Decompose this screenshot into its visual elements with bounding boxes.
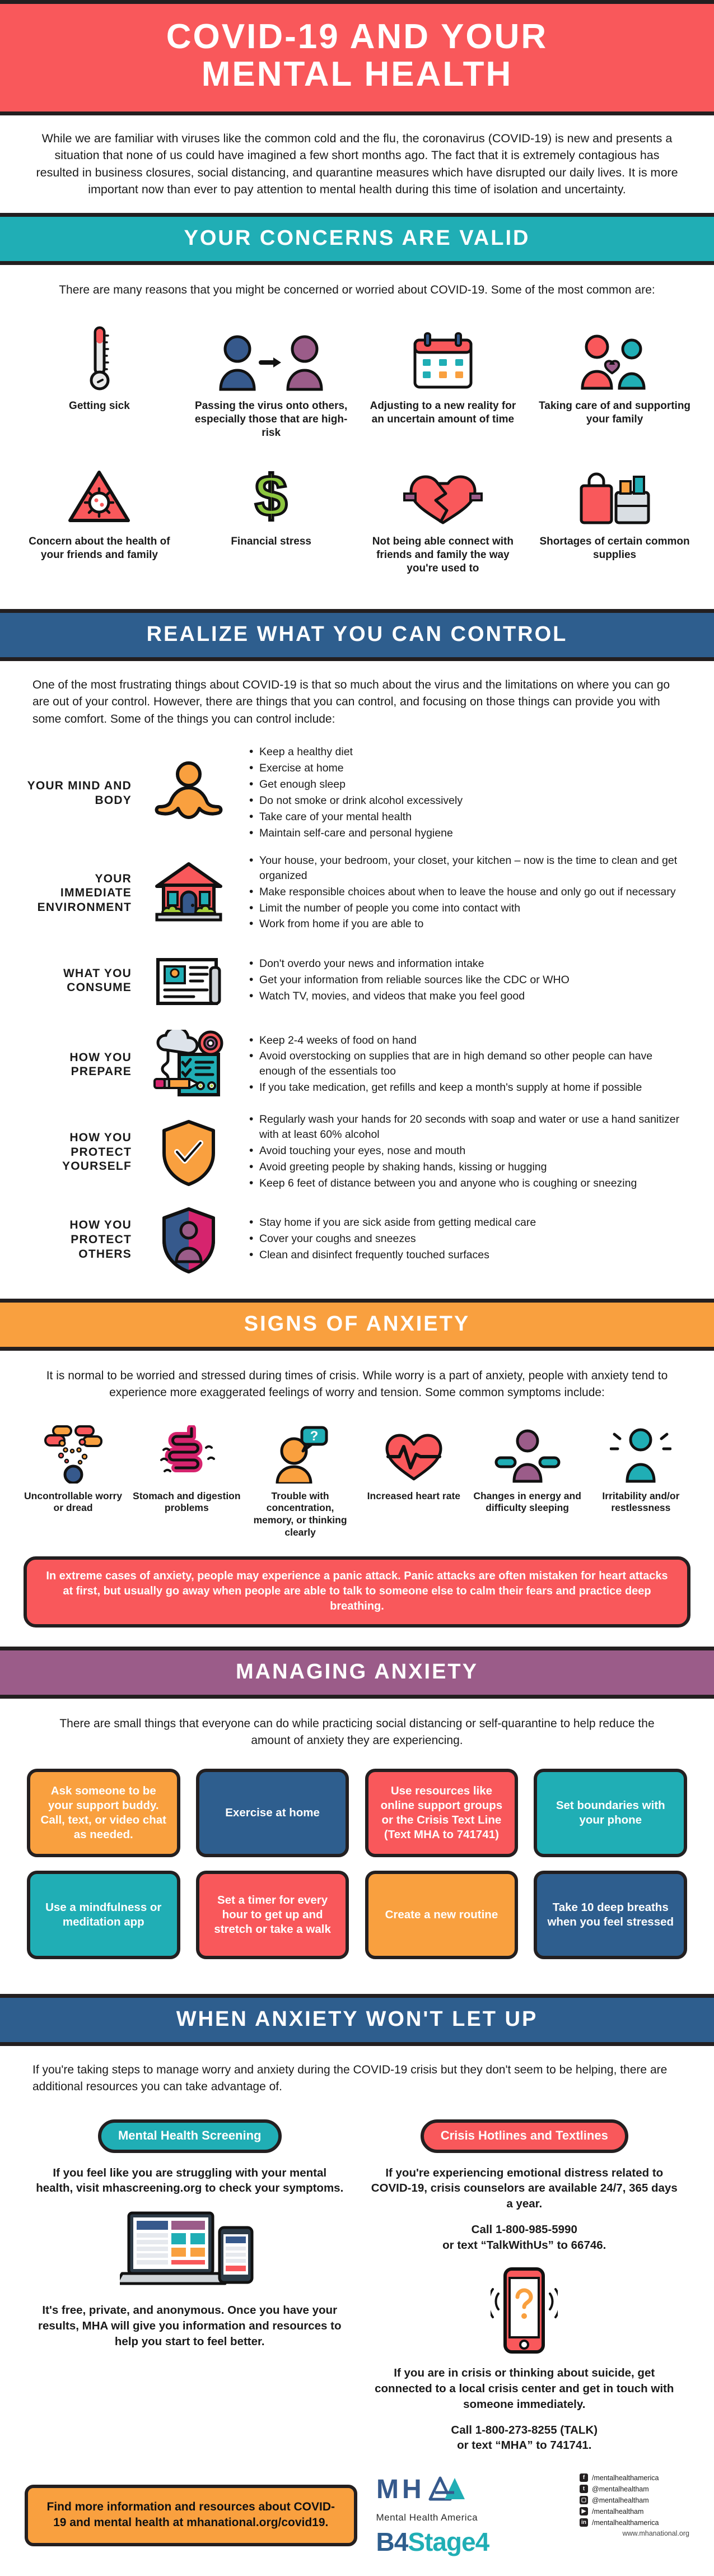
concern-item — [194, 319, 348, 440]
control-row — [24, 848, 690, 939]
control-row-label: YOUR IMMEDIATE ENVIRONMENT — [37, 872, 132, 914]
concerns-row-2 — [22, 454, 692, 575]
section-banner-concerns: YOUR CONCERNS ARE VALID — [0, 213, 714, 265]
tired-person-icon — [473, 1421, 581, 1484]
brand-block — [357, 2473, 690, 2557]
concern-item — [22, 319, 176, 440]
b4stage4-logo — [376, 2527, 572, 2557]
resources-columns — [0, 2103, 714, 2459]
concern-item — [538, 319, 692, 440]
bullet: • Limit the number of people you come into contact with — [248, 901, 690, 916]
thermometer-icon — [22, 319, 176, 392]
resources-lead: If you're taking steps to manage worry and anxiety during the COVID-19 crisis but they don't seem to be helping, there are additional resources you can take advantage of. — [32, 2063, 668, 2094]
virus-transmission-icon — [194, 319, 348, 392]
social-handle: /mentalhealtham — [592, 2507, 644, 2515]
concern-label: Passing the virus onto others, especially those that are high-risk — [194, 400, 348, 439]
symptom-label: Increased heart rate — [367, 1490, 461, 1501]
concern-label: Not being able connect with friends and family the way you're used to — [372, 536, 514, 575]
page-title — [0, 0, 714, 115]
screening-body-2: It's free, private, and anonymous. Once you have your results, MHA will give you information and resources to help you start to feel better. — [38, 2304, 342, 2349]
svg-text:M: M — [376, 2475, 399, 2505]
title-line-2: MENTAL HEALTH — [201, 54, 513, 94]
intro-paragraph: While we are familiar with viruses like the common cold and the flu, the coronavirus (COVID-19) is new and presents a situation that none of us could have imagined a few short months ago. The fact that it is extremely contagious has resulted in business closures, social distancing, and quarantine measures which have disrupted our daily lives. It is more important now than ever to pay attention to mental health during this time of isolation and uncertainty. — [36, 131, 678, 197]
laptop-screening-icon — [35, 2208, 345, 2293]
concern-label: Getting sick — [69, 400, 130, 412]
confused-person-icon — [246, 1421, 354, 1484]
bullet: • If you take medication, get refills and keep a month's supply at home if possible — [248, 1080, 690, 1095]
social-handle: @mentalhealtham — [592, 2496, 649, 2504]
newspaper-icon — [144, 951, 234, 1010]
tip-tile[interactable]: Use resources like online support groups or the Crisis Text Line (Text MHA to 741741) — [365, 1769, 519, 1857]
brand-row — [376, 2473, 690, 2557]
control-bullets — [234, 1215, 690, 1264]
crisis-body-2: If you are in crisis or thinking about suicide, get connected to a local crisis center and get in touch with someone immediately. — [375, 2366, 674, 2411]
control-rows — [0, 734, 714, 1299]
bullet: • Regularly wash your hands for 20 seconds with soap and water or use a hand sanitizer with at least 60% alcohol — [248, 1112, 690, 1142]
bullet: • Take care of your mental health — [248, 810, 690, 825]
managing-tiles — [0, 1755, 714, 1994]
symptom-item — [19, 1421, 127, 1539]
control-row-label: HOW YOU PROTECT YOURSELF — [62, 1131, 132, 1173]
instagram-icon: ▢ — [580, 2496, 588, 2504]
screening-body-1: If you feel like you are struggling with your mental health, visit mhascreening.org to check your symptoms. — [36, 2166, 344, 2195]
twitter-icon: t — [580, 2485, 588, 2493]
tiles-row-1 — [27, 1769, 687, 1857]
shield-check-icon — [144, 1118, 234, 1187]
control-lead: One of the most frustrating things about COVID-19 is that so much about the virus and the limitations on where you can go are out of your control. However, there are things that you can control, and focusing on those things can provide you with some comfort. Some of the things you can control include: — [32, 678, 670, 726]
intestine-icon — [133, 1421, 241, 1484]
bullet: • Keep a healthy diet — [248, 745, 690, 760]
mha-logo — [376, 2473, 572, 2557]
crisis-phone-1: Call 1-800-985-5990 — [471, 2223, 577, 2236]
bullet: • Work from home if you are able to — [248, 917, 690, 932]
tip-tile[interactable]: Set a timer for every hour to get up and stretch or take a walk — [196, 1871, 349, 1959]
symptom-label: Uncontrollable worry or dread — [24, 1490, 123, 1514]
crisis-pill[interactable]: Crisis Hotlines and Textlines — [421, 2119, 628, 2153]
concern-label: Shortages of certain common supplies — [539, 536, 690, 561]
youtube-icon: ▶ — [580, 2507, 588, 2515]
find-more-cta[interactable]: Find more information and resources about COVID-19 and mental health at mhanational.org/covid19. — [25, 2485, 357, 2546]
bullet: • Don't overdo your news and information intake — [248, 956, 690, 971]
control-row-label: HOW YOU PREPARE — [69, 1050, 132, 1078]
website-url[interactable]: www.mhanational.org — [622, 2529, 689, 2538]
bullet: • Avoid greeting people by shaking hands, kissing or hugging — [248, 1160, 690, 1175]
symptom-item — [473, 1421, 581, 1539]
bullet: • Your house, your bedroom, your closet, your kitchen – now is the time to clean and get organized — [248, 853, 690, 884]
control-row — [24, 1022, 690, 1106]
control-row-label: HOW YOU PROTECT OTHERS — [69, 1219, 132, 1261]
bullet: • Exercise at home — [248, 761, 690, 776]
concern-item — [366, 319, 520, 440]
section-banner-anxiety: SIGNS OF ANXIETY — [0, 1299, 714, 1351]
shopping-bags-icon — [538, 454, 692, 527]
shield-people-icon — [144, 1206, 234, 1274]
crisis-phone-2: Call 1-800-273-8255 (TALK) — [451, 2423, 598, 2436]
concern-item — [538, 454, 692, 575]
social-item-instagram[interactable] — [580, 2496, 689, 2504]
broken-heart-icon — [366, 454, 520, 527]
crisis-text-1: or text “TalkWithUs” to 66746. — [442, 2239, 606, 2252]
social-handle: /mentalhealthamerica — [592, 2473, 659, 2482]
bullet: • Maintain self-care and personal hygiene — [248, 826, 690, 841]
social-handle: @mentalhealtham — [592, 2485, 649, 2493]
concern-label: Financial stress — [231, 536, 311, 548]
bullet: • Watch TV, movies, and videos that make you feel good — [248, 989, 690, 1004]
dollar-sign-icon — [194, 454, 348, 527]
control-bullets — [234, 853, 690, 933]
concern-label: Concern about the health of your friends and family — [29, 536, 170, 561]
concern-label: Adjusting to a new reality for an uncertain amount of time — [370, 400, 516, 426]
tip-tile[interactable]: Set boundaries with your phone — [534, 1769, 687, 1857]
checklist-icon — [144, 1030, 234, 1099]
concern-item — [366, 454, 520, 575]
control-row-label: YOUR MIND AND BODY — [27, 779, 132, 807]
calendar-icon — [366, 319, 520, 392]
tiles-row-2 — [27, 1871, 687, 1959]
symptom-label: Stomach and digestion problems — [133, 1490, 241, 1514]
screening-pill[interactable]: Mental Health Screening — [98, 2119, 282, 2153]
anxiety-lead: It is normal to be worried and stressed during times of crisis. While worry is a part of anxiety, people with anxiety tend to experience more exaggerated feelings of worry and tension. Some common symptoms include: — [46, 1369, 668, 1399]
linkedin-icon: in — [580, 2518, 588, 2527]
svg-text:H: H — [402, 2475, 422, 2505]
control-bullets — [234, 1112, 690, 1192]
symptom-item — [133, 1421, 241, 1539]
footer — [0, 2459, 714, 2576]
bullet: • Get enough sleep — [248, 777, 690, 792]
social-item-linkedin[interactable] — [580, 2518, 689, 2527]
warning-virus-icon — [22, 454, 176, 527]
concern-item — [22, 454, 176, 575]
managing-lead: There are small things that everyone can do while practicing social distancing or self-quarantine to help reduce the amount of anxiety they are experiencing. — [59, 1717, 655, 1747]
concern-label: Taking care of and supporting your family — [539, 400, 691, 426]
svg-text:?: ? — [310, 1428, 319, 1444]
symptom-item — [587, 1421, 695, 1539]
heart-rate-icon — [360, 1421, 468, 1484]
resource-column-crisis — [357, 2119, 692, 2454]
section-banner-resources: WHEN ANXIETY WON'T LET UP — [0, 1994, 714, 2046]
control-bullets — [234, 956, 690, 1005]
tip-tile[interactable]: Exercise at home — [196, 1769, 349, 1857]
phone-crisis-icon — [370, 2266, 680, 2355]
bullet: • Stay home if you are sick aside from getting medical care — [248, 1215, 690, 1230]
bullet: • Keep 2-4 weeks of food on hand — [248, 1033, 690, 1048]
symptom-item — [246, 1421, 354, 1539]
control-bullets — [234, 1033, 690, 1097]
bullet: • Keep 6 feet of distance between you and anyone who is coughing or sneezing — [248, 1176, 690, 1191]
house-icon — [144, 859, 234, 927]
symptom-label: Irritability and/or restlessness — [602, 1490, 680, 1514]
panic-attack-alert: In extreme cases of anxiety, people may experience a panic attack. Panic attacks are often mistaken for heart attacks at first, but usually go away when people are able to talk to someone else to calm their fears and practice deep breathing. — [24, 1556, 690, 1627]
concerns-lead: There are many reasons that you might be concerned or worried about COVID-19. Some of the most common are: — [59, 283, 655, 296]
control-row — [24, 739, 690, 847]
social-handle: /mentalhealthamerica — [592, 2518, 659, 2527]
section-banner-managing: MANAGING ANXIETY — [0, 1647, 714, 1699]
facebook-icon: f — [580, 2473, 588, 2482]
crisis-body-1: If you're experiencing emotional distress related to COVID-19, crisis counselors are available 24/7, 365 days a year. — [371, 2166, 678, 2211]
tip-tile[interactable]: Take 10 deep breaths when you feel stressed — [534, 1871, 687, 1959]
tip-tile[interactable]: Use a mindfulness or meditation app — [27, 1871, 180, 1959]
family-support-icon — [538, 319, 692, 392]
section-banner-control: REALIZE WHAT YOU CAN CONTROL — [0, 609, 714, 661]
meditating-person-icon — [144, 761, 234, 826]
symptom-item — [360, 1421, 468, 1539]
concern-item — [194, 454, 348, 575]
concerns-row-1 — [22, 319, 692, 440]
worry-thought-bubbles-icon — [19, 1421, 127, 1484]
bullet: • Make responsible choices about when to leave the house and only go out if necessary — [248, 885, 690, 900]
bullet: • Cover your coughs and sneezes — [248, 1231, 690, 1247]
symptom-label: Changes in energy and difficulty sleeping — [473, 1490, 581, 1514]
tip-tile[interactable]: Ask someone to be your support buddy. Call, text, or video chat as needed. — [27, 1769, 180, 1857]
control-row — [24, 1106, 690, 1198]
control-row — [24, 1198, 690, 1282]
mha-logo-name: Mental Health America — [376, 2512, 478, 2523]
control-row-label: WHAT YOU CONSUME — [63, 966, 132, 994]
social-item-youtube[interactable] — [580, 2507, 689, 2515]
restless-person-icon — [587, 1421, 695, 1484]
stage4-text: Stage4 — [408, 2527, 489, 2557]
b4-text: B4 — [376, 2527, 408, 2557]
title-line-1: COVID-19 AND YOUR — [166, 17, 548, 56]
control-bullets — [234, 745, 690, 841]
bullet: • Do not smoke or drink alcohol excessively — [248, 793, 690, 808]
tip-tile[interactable]: Create a new routine — [365, 1871, 519, 1959]
symptom-label: Trouble with concentration, memory, or thinking clearly — [253, 1490, 347, 1538]
svg-text:$: $ — [255, 464, 288, 528]
bullet: • Avoid overstocking on supplies that are in high demand so other people can have enough of the essentials too — [248, 1049, 690, 1079]
anxiety-symptoms — [0, 1407, 714, 1542]
bullet: • Clean and disinfect frequently touched surfaces — [248, 1248, 690, 1263]
social-item-twitter[interactable] — [580, 2485, 689, 2493]
concerns-grid — [0, 304, 714, 609]
bullet: • Avoid touching your eyes, nose and mouth — [248, 1143, 690, 1159]
social-item-facebook[interactable] — [580, 2473, 689, 2482]
crisis-text-2: or text “MHA” to 741741. — [457, 2439, 592, 2452]
social-links — [572, 2473, 689, 2537]
resource-column-screening — [22, 2119, 357, 2454]
control-row — [24, 938, 690, 1022]
bullet: • Get your information from reliable sources like the CDC or WHO — [248, 973, 690, 988]
